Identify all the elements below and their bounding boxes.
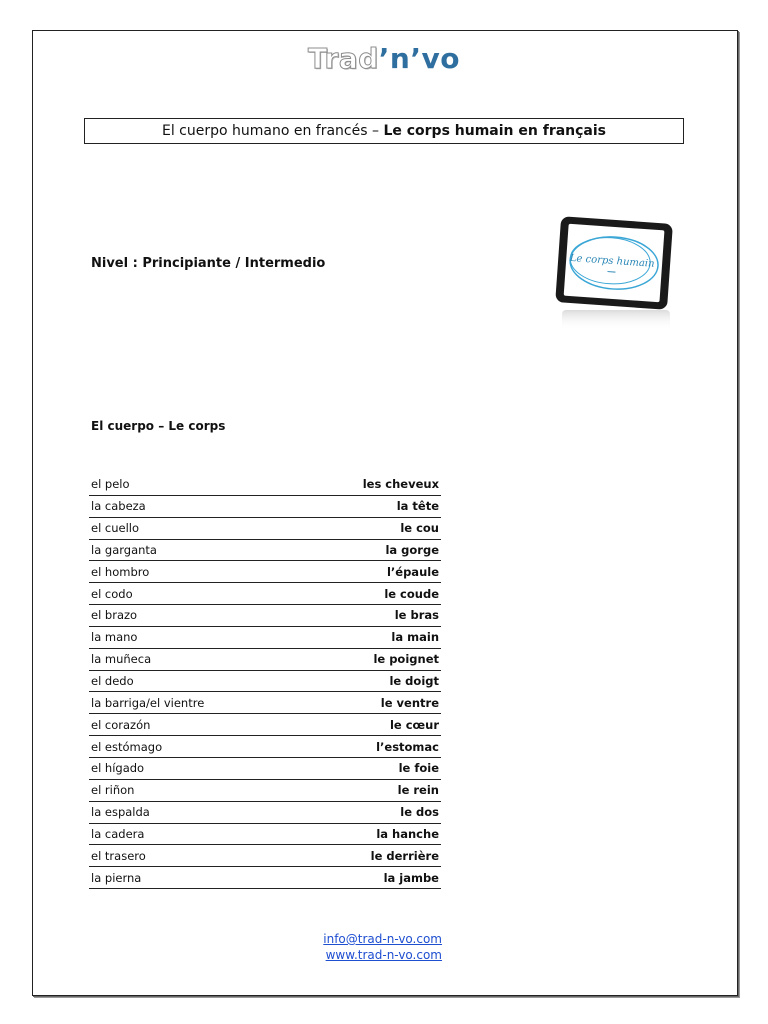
- vocab-french: le poignet: [373, 652, 439, 667]
- vocab-spanish: el trasero: [91, 848, 146, 863]
- vocab-french: le ventre: [380, 695, 439, 710]
- vocab-french: les cheveux: [362, 477, 439, 492]
- tablet-text: Le corps humain: [569, 252, 655, 270]
- email-link[interactable]: info@trad-n-vo.com: [323, 932, 442, 946]
- vocab-row: [89, 802, 441, 824]
- vocab-spanish: el riñon: [91, 783, 135, 798]
- vocab-row: [89, 474, 441, 496]
- vocab-french: le derrière: [370, 848, 439, 863]
- vocab-french: le coude: [384, 586, 439, 601]
- vocab-french: le cœur: [389, 717, 439, 732]
- vocab-row: [89, 714, 441, 736]
- vocab-spanish: la pierna: [91, 870, 142, 885]
- vocab-spanish: el codo: [91, 586, 133, 601]
- vocab-row: [89, 605, 441, 627]
- vocab-french: l’estomac: [376, 739, 439, 754]
- vocab-row: [89, 692, 441, 714]
- vocab-row: [89, 824, 441, 846]
- vocab-spanish: la garganta: [91, 542, 157, 557]
- vocab-spanish: la espalda: [91, 805, 150, 820]
- vocab-spanish: el corazón: [91, 717, 151, 732]
- vocab-spanish: la muñeca: [91, 652, 152, 667]
- vocab-french: le dos: [400, 805, 439, 820]
- vocab-spanish: la barriga/el vientre: [91, 695, 205, 710]
- vocab-row: [89, 518, 441, 540]
- vocab-row: [89, 845, 441, 867]
- vocab-row: [89, 627, 441, 649]
- vocab-french: le foie: [398, 761, 439, 776]
- vocab-french: la gorge: [385, 542, 439, 557]
- vocab-spanish: el hígado: [91, 761, 145, 776]
- website-link[interactable]: www.trad-n-vo.com: [325, 948, 442, 962]
- vocab-spanish: el cuello: [91, 521, 140, 536]
- title-spanish: El cuerpo humano en francés –: [161, 123, 384, 139]
- vocab-french: la tête: [396, 499, 439, 514]
- vocab-row: [89, 736, 441, 758]
- vocab-row: [89, 540, 441, 562]
- level-label: Nivel : Principiante / Intermedio: [91, 256, 326, 271]
- vocab-spanish: el brazo: [91, 608, 138, 623]
- vocab-french: la main: [391, 630, 439, 645]
- vocab-french: la hanche: [376, 826, 439, 841]
- title-french: Le corps humain en français: [383, 123, 607, 139]
- vocab-spanish: la cadera: [91, 826, 145, 841]
- vocab-row: [89, 758, 441, 780]
- vocab-spanish: la mano: [91, 630, 138, 645]
- vocab-spanish: el estómago: [91, 739, 163, 754]
- logo-part-nvo: ’n’vo: [378, 42, 460, 75]
- vocabulary-table: [89, 474, 441, 889]
- vocab-row: [89, 780, 441, 802]
- vocab-spanish: el pelo: [91, 477, 130, 492]
- vocab-spanish: el hombro: [91, 564, 150, 579]
- vocab-french: le doigt: [389, 674, 439, 689]
- brand-logo: [0, 42, 768, 75]
- vocab-french: le cou: [400, 521, 439, 536]
- vocab-row: [89, 671, 441, 693]
- vocab-french: l’épaule: [386, 564, 439, 579]
- vocab-row: [89, 561, 441, 583]
- vocab-row: [89, 649, 441, 671]
- vocab-row: [89, 583, 441, 605]
- logo-part-trad: Trad: [308, 42, 379, 75]
- vocab-french: le rein: [397, 783, 439, 798]
- section-title: El cuerpo – Le corps: [91, 419, 226, 433]
- vocab-row: [89, 867, 441, 889]
- vocab-spanish: la cabeza: [91, 499, 146, 514]
- vocab-spanish: el dedo: [91, 674, 134, 689]
- vocab-french: la jambe: [383, 870, 439, 885]
- vocab-french: le bras: [394, 608, 439, 623]
- vocab-row: [89, 496, 441, 518]
- tablet-illustration: [552, 214, 676, 332]
- document-title: [84, 118, 684, 144]
